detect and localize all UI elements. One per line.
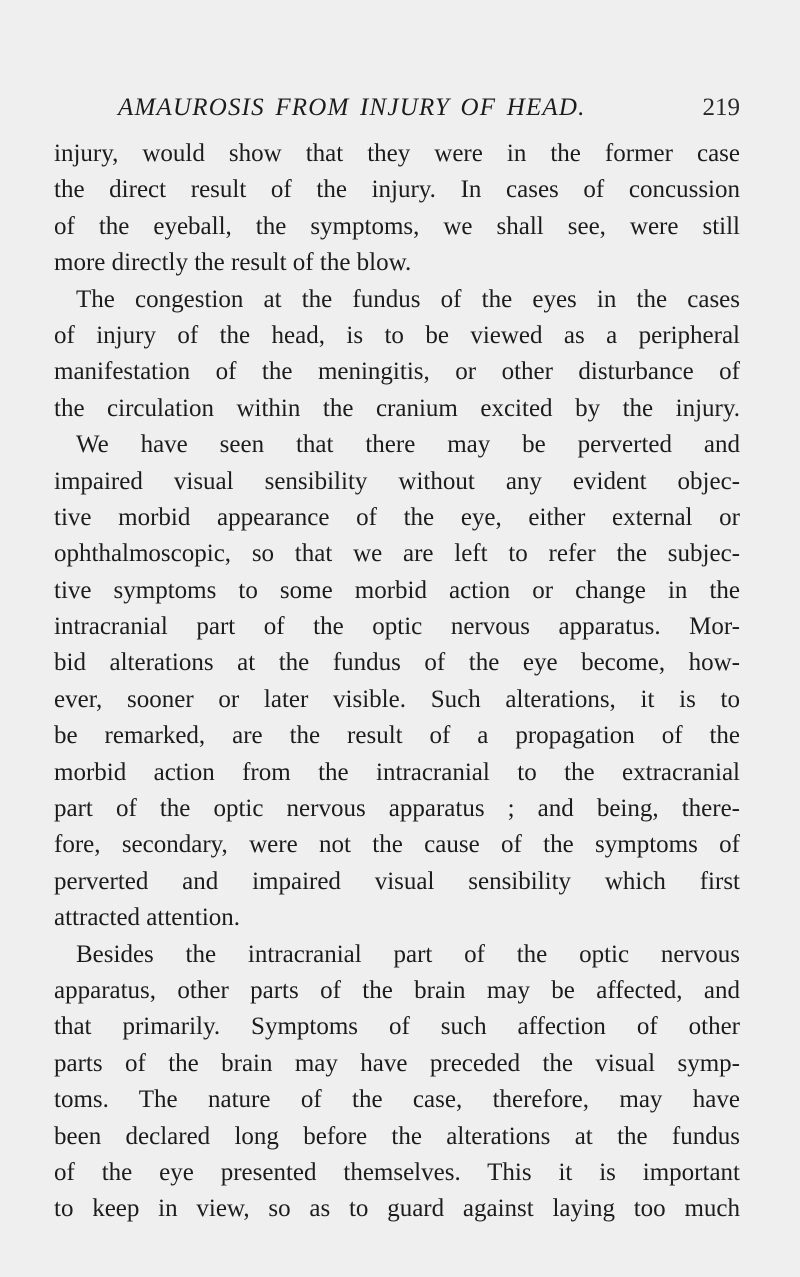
text-line: morbid action from the intracranial to the extracranial bbox=[54, 758, 740, 786]
text-line: the direct result of the injury. In cases of concussion bbox=[54, 176, 740, 204]
text-line: of the eye presented themselves. This it is important bbox=[54, 1158, 740, 1186]
running-head-title: AMAUROSIS FROM INJURY OF HEAD. bbox=[118, 94, 586, 121]
running-head bbox=[60, 94, 740, 124]
text-line: part of the optic nervous apparatus ; and being, there- bbox=[54, 795, 740, 823]
text-line: bid alterations at the fundus of the eye become, how- bbox=[54, 649, 740, 677]
text-line: more directly the result of the blow. bbox=[54, 249, 412, 277]
text-line: tive symptoms to some morbid action or change in the bbox=[54, 576, 740, 604]
text-line: been declared long before the alterations at the fundus bbox=[54, 1122, 740, 1150]
text-line: intracranial part of the optic nervous apparatus. Mor- bbox=[54, 613, 740, 641]
text-line: apparatus, other parts of the brain may be affected, and bbox=[54, 976, 740, 1004]
text-line: tive morbid appearance of the eye, either external or bbox=[54, 503, 740, 531]
text-line: perverted and impaired visual sensibility which first bbox=[54, 867, 740, 895]
paragraph-start-line: The congestion at the fundus of the eyes in the cases bbox=[76, 285, 740, 313]
text-line: ophthalmoscopic, so that we are left to refer the subjec- bbox=[54, 540, 740, 568]
text-line: of injury of the head, is to be viewed as a peripheral bbox=[54, 321, 740, 349]
text-line: parts of the brain may have preceded the visual symp- bbox=[54, 1049, 740, 1077]
text-line: toms. The nature of the case, therefore, may have bbox=[54, 1086, 740, 1114]
text-line: ever, sooner or later visible. Such alterations, it is to bbox=[54, 685, 740, 713]
paragraph-start-line: We have seen that there may be perverted and bbox=[76, 431, 740, 459]
text-line: attracted attention. bbox=[54, 904, 241, 932]
body-text bbox=[54, 136, 740, 1228]
text-line: the circulation within the cranium excited by the injury. bbox=[54, 394, 740, 422]
page-number: 219 bbox=[702, 94, 740, 121]
text-line: to keep in view, so as to guard against laying too much bbox=[54, 1195, 740, 1223]
text-line: manifestation of the meningitis, or other disturbance of bbox=[54, 358, 740, 386]
text-line: impaired visual sensibility without any evident objec- bbox=[54, 467, 740, 495]
text-line: be remarked, are the result of a propagation of the bbox=[54, 722, 740, 750]
paragraph-start-line: Besides the intracranial part of the optic nervous bbox=[76, 940, 740, 968]
text-line: injury, would show that they were in the former case bbox=[54, 140, 740, 167]
text-line: of the eyeball, the symptoms, we shall see, were still bbox=[54, 212, 740, 240]
text-line: fore, secondary, were not the cause of the symptoms of bbox=[54, 831, 740, 859]
text-line: that primarily. Symptoms of such affection of other bbox=[54, 1013, 740, 1041]
